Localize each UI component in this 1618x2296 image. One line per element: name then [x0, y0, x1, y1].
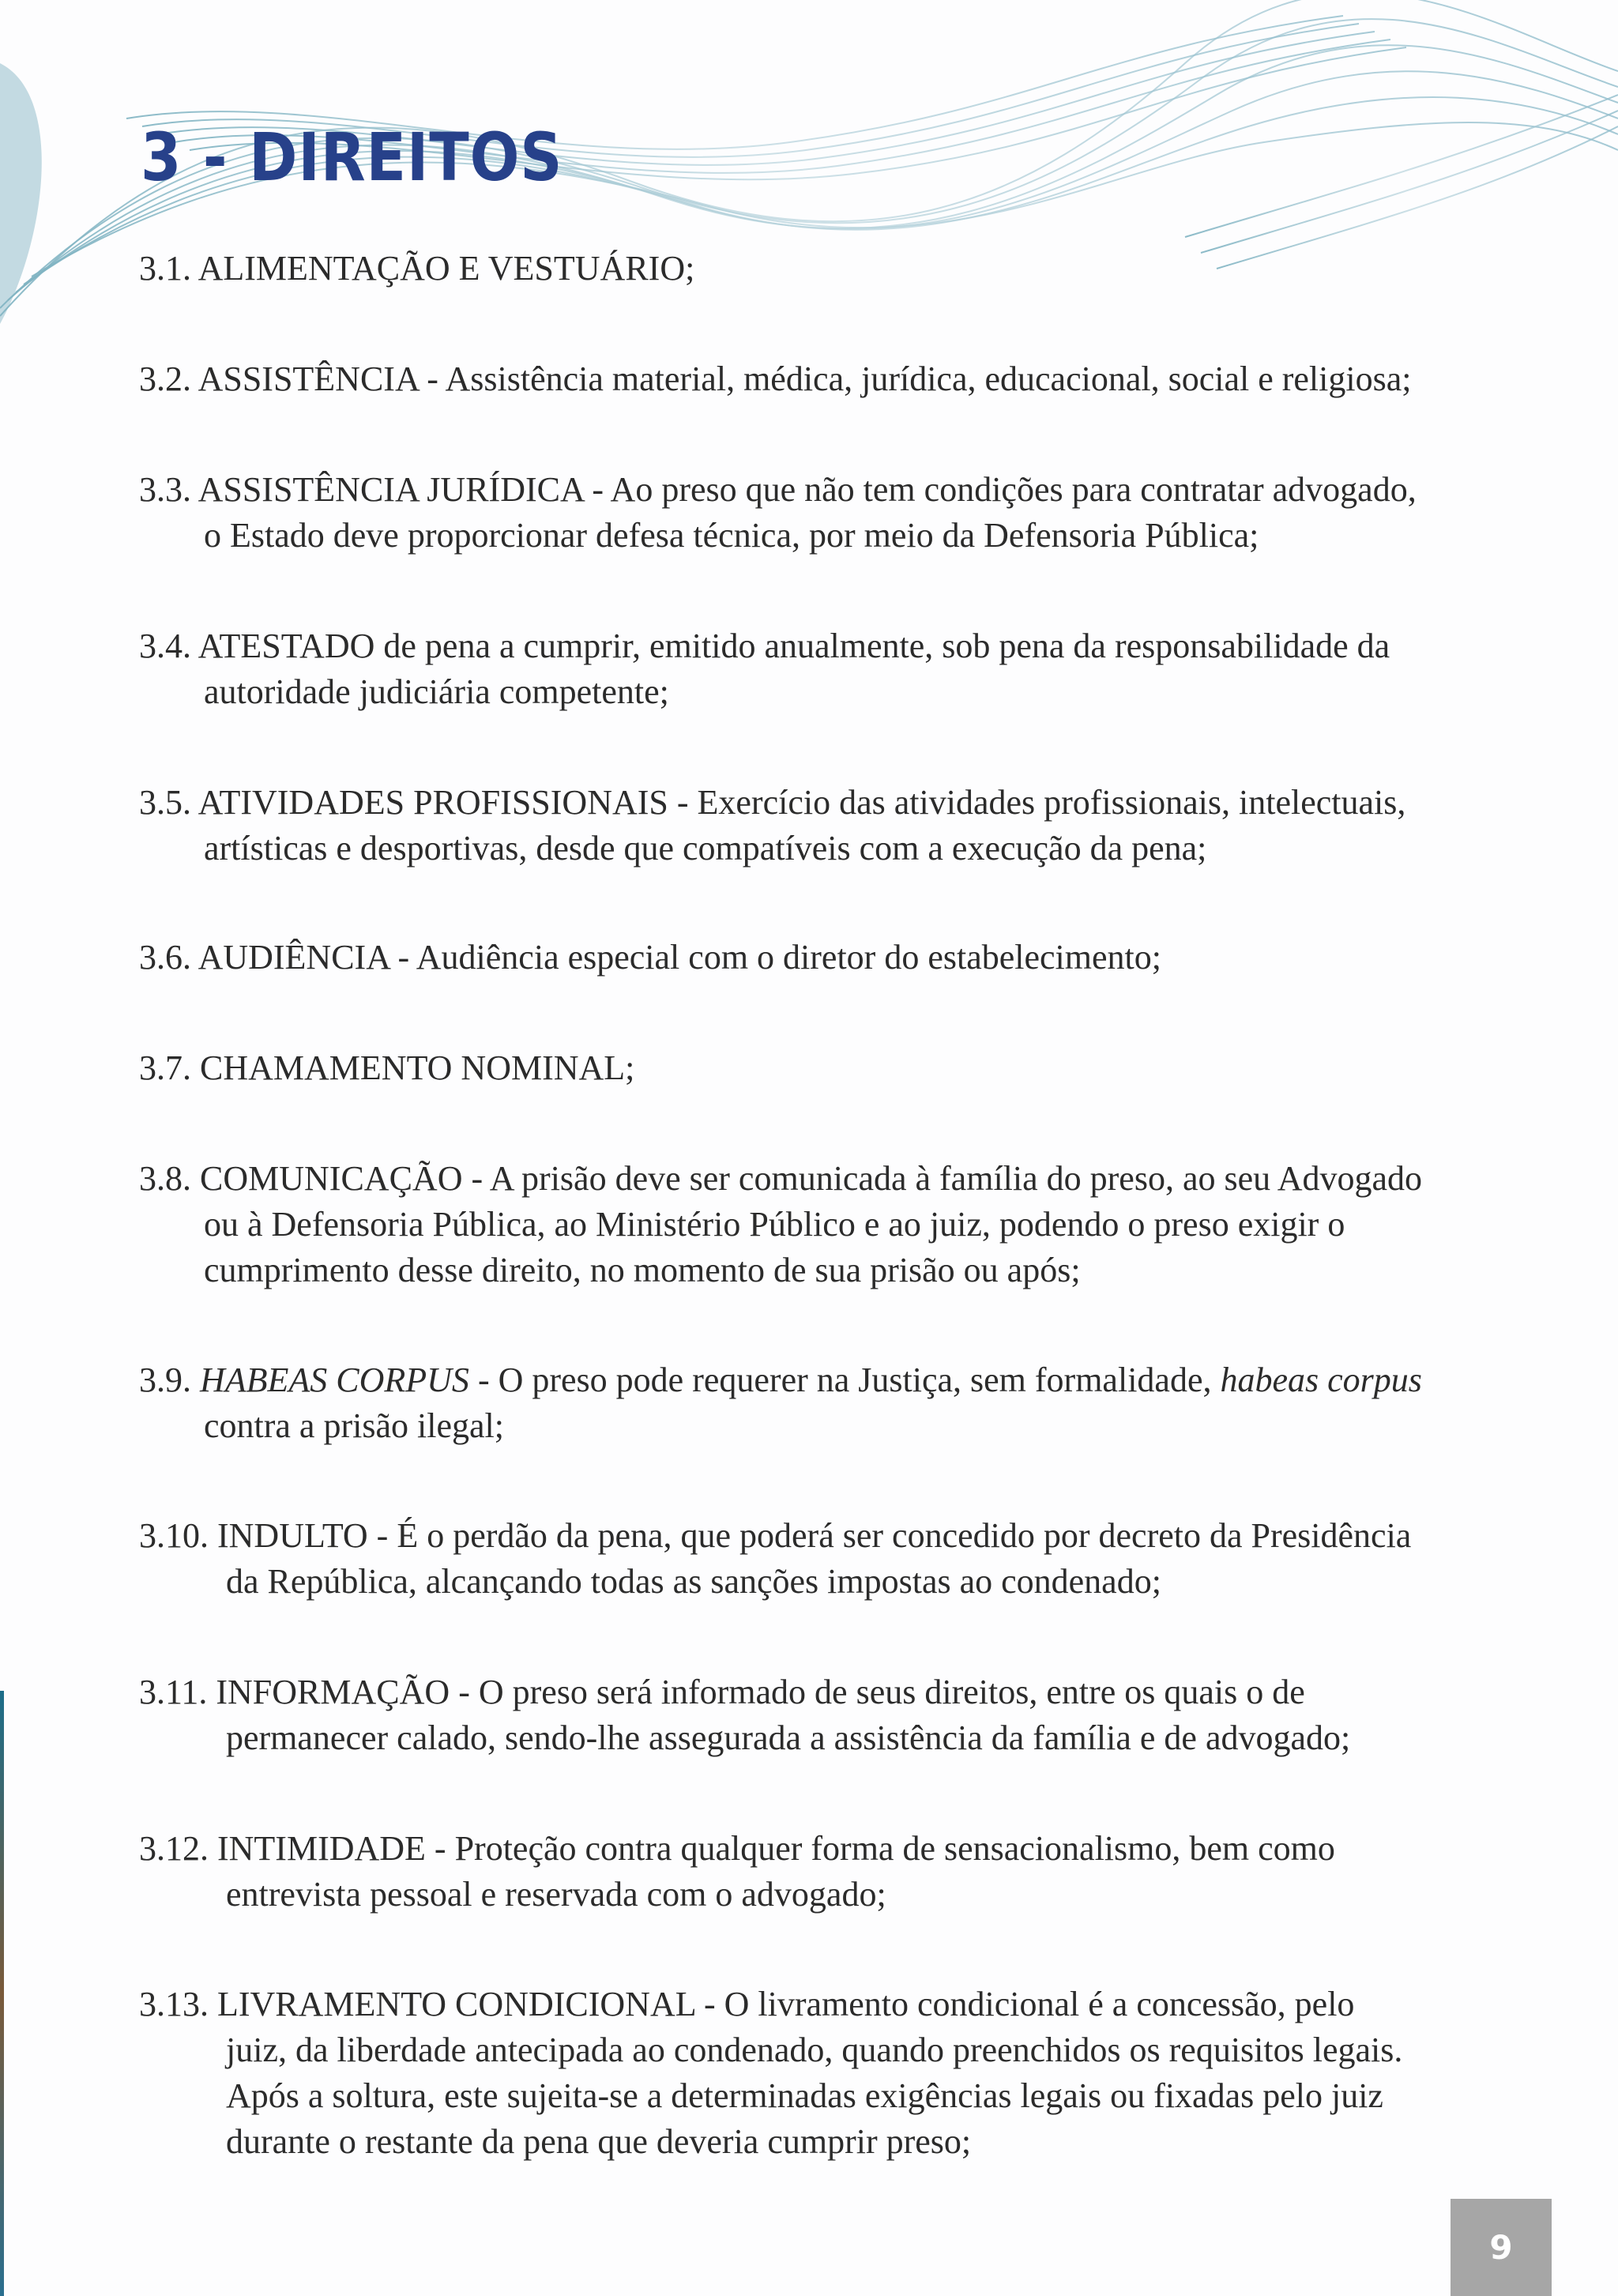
list-item: 3.10. INDULTO - É o perdão da pena, que poderá ser concedido por decreto da Presidência da República, alcançando todas as sanções impostas ao condenado; [139, 1516, 1412, 1601]
list-item: 3.9. HABEAS CORPUS - O preso pode requerer na Justiça, sem formalidade, habeas corpus contra a prisão ilegal; [139, 1361, 1422, 1445]
list-item: 3.3. ASSISTÊNCIA JURÍDICA - Ao preso que não tem condições para contratar advogado, o Estado deve proporcionar defesa técnica, por meio da Defensoria Pública; [139, 470, 1417, 555]
list-item: 3.12. INTIMIDADE - Proteção contra qualquer forma de sensacionalismo, bem como entrevista pessoal e reservada com o advogado; [139, 1829, 1335, 1914]
list-item: 3.8. COMUNICAÇÃO - A prisão deve ser comunicada à família do preso, ao seu Advogado ou à Defensoria Pública, ao Ministério Público e ao juiz, podendo o preso exigir o cumprimento desse direito, no momento de sua prisão ou após; [139, 1159, 1423, 1289]
list-item: 3.4. ATESTADO de pena a cumprir, emitido anualmente, sob pena da responsabilidade da autoridade judiciária competente; [139, 627, 1390, 711]
list-item: 3.6. AUDIÊNCIA - Audiência especial com o diretor do estabelecimento; [139, 938, 1161, 977]
list-item: 3.7. CHAMAMENTO NOMINAL; [139, 1048, 635, 1087]
side-color-strip [0, 1691, 4, 2296]
page-number: 9 [1451, 2199, 1552, 2296]
list-item: 3.11. INFORMAÇÃO - O preso será informado de seus direitos, entre os quais o de permanecer calado, sendo-lhe assegurada a assistência da família e de advogado; [139, 1673, 1351, 1757]
list-item: 3.2. ASSISTÊNCIA - Assistência material, médica, jurídica, educacional, social e religiosa; [139, 359, 1412, 398]
list-item: 3.5. ATIVIDADES PROFISSIONAIS - Exercício das atividades profissionais, intelectuais, artísticas e desportivas, desde que compatíveis com a execução da pena; [139, 783, 1406, 868]
list-item: 3.13. LIVRAMENTO CONDICIONAL - O livramento condicional é a concessão, pelo juiz, da liberdade antecipada ao condenado, quando preenchidos os requisitos legais. Após a soltura, este sujeita-se a determinadas exigências legais ou fixadas pelo juiz durante o restante da pena que deveria cumprir preso; [139, 1985, 1403, 2161]
list-item: 3.1. ALIMENTAÇÃO E VESTUÁRIO; [139, 249, 695, 288]
section-title: 3 - DIREITOS [141, 119, 563, 196]
